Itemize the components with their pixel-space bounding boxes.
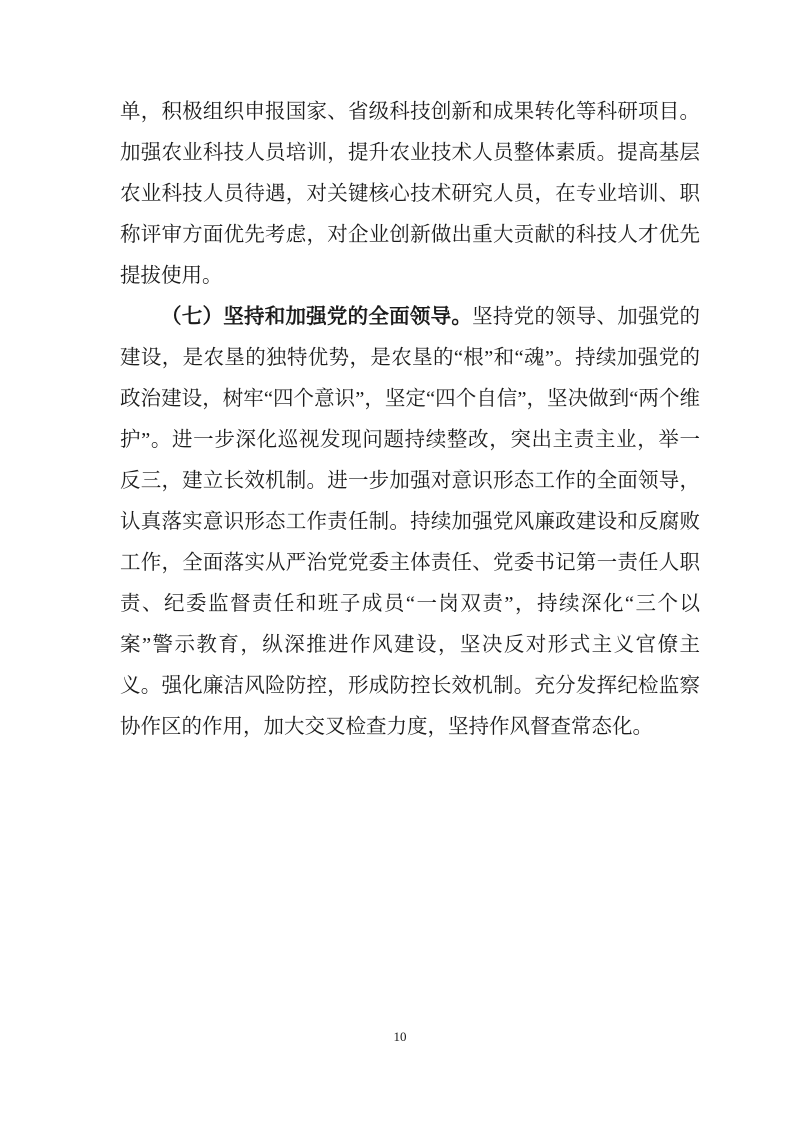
page-number: 10: [393, 1029, 407, 1044]
section-heading: （七）坚持和加强党的全面领导。: [161, 306, 473, 328]
paragraph-section-7: [120, 297, 700, 748]
paragraph-continuation: [120, 92, 700, 297]
paragraph-text: 坚持党的领导、加强党的建设，是农垦的独特优势，是农垦的“根”和“魂”。持续加强党的政治建设，树牢“四个意识”，坚定“四个自信”，坚决做到“两个维护”。进一步深化巡视发现问题持续整改，突出主责主业，举一反三，建立长效机制。进一步加强对意识形态工作的全面领导，认真落实意识形态工作责任制。持续加强党风廉政建设和反腐败工作，全面落实从严治党党委主体责任、党委书记第一责任人职责、纪委监督责任和班子成员“一岗双责”，持续深化“三个以案”警示教育，纵深推进作风建设，坚决反对形式主义官僚主义。强化廉洁风险防控，形成防控长效机制。充分发挥纪检监察协作区的作用，加大交叉检查力度，坚持作风督查常态化。: [120, 306, 701, 738]
page-content: [120, 92, 700, 748]
paragraph-text: 单，积极组织申报国家、省级科技创新和成果转化等科研项目。加强农业科技人员培训，提升农业技术人员整体素质。提高基层农业科技人员待遇，对关键核心技术研究人员，在专业培训、职称评审方面优先考虑，对企业创新做出重大贡献的科技人才优先提拔使用。: [120, 101, 700, 287]
